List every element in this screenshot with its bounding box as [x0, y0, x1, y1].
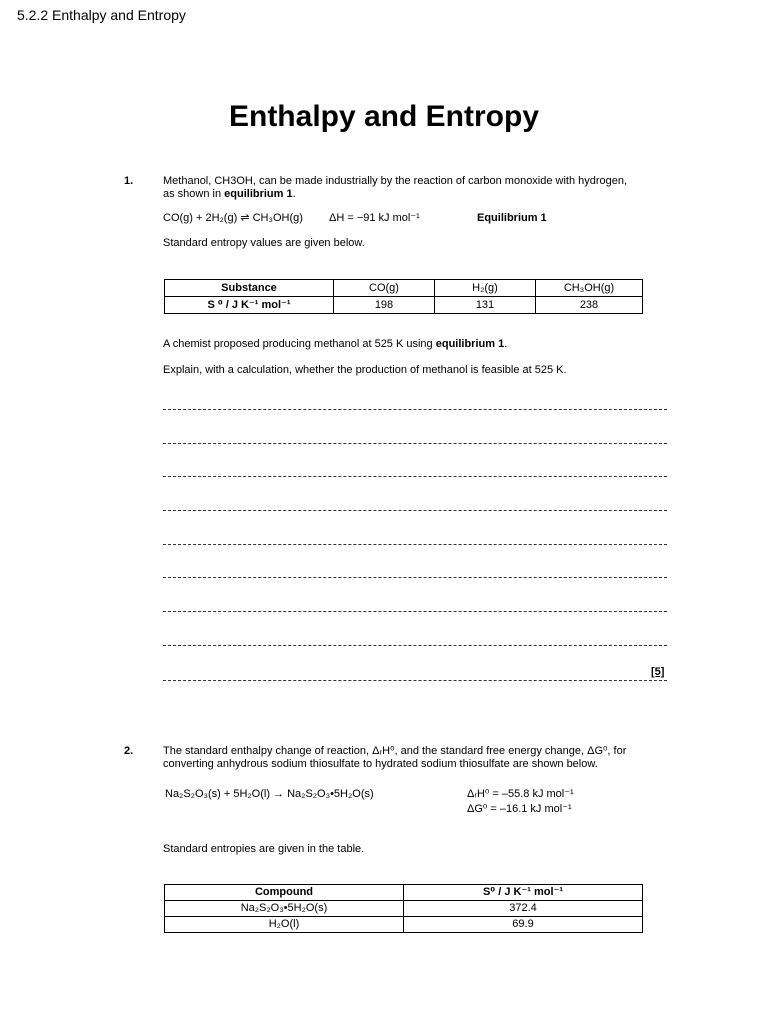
- table-cell: 69.9: [404, 917, 643, 933]
- answer-line[interactable]: [163, 680, 667, 681]
- question-2-intro-line-1: The standard enthalpy change of reaction, ΔᵣH⁰, and the standard free energy change, ΔG⁰, for: [163, 745, 627, 757]
- intro-bold: equilibrium 1: [224, 188, 293, 200]
- question-1-intro: [163, 175, 627, 201]
- question-2-intro-line-2: converting anhydrous sodium thiosulfate to hydrated sodium thiosulfate are shown below.: [163, 758, 598, 770]
- answer-line[interactable]: [163, 409, 667, 410]
- marks-label: [5]: [651, 666, 665, 678]
- table-cell: H₂O(l): [165, 917, 404, 933]
- table-cell: CH₃OH(g): [536, 280, 643, 297]
- answer-line[interactable]: [163, 645, 667, 646]
- question-1-explain: Explain, with a calculation, whether the production of methanol is feasible at 525 K.: [163, 364, 567, 376]
- proposal-end: .: [504, 338, 508, 350]
- table-row: [165, 280, 643, 297]
- question-2-entropy-intro: Standard entropies are given in the table.: [163, 843, 365, 855]
- table-cell: Na₂S₂O₃•5H₂O(s): [165, 901, 404, 917]
- intro-end: .: [292, 188, 296, 200]
- question-2-equation: Na₂S₂O₃(s) + 5H₂O(l) → Na₂S₂O₃•5H₂O(s): [165, 788, 374, 800]
- answer-line[interactable]: [163, 544, 667, 545]
- table-cell: 372.4: [404, 901, 643, 917]
- proposal-text: A chemist proposed producing methanol at 525 K using: [163, 338, 436, 350]
- proposal-bold: equilibrium 1: [435, 338, 505, 350]
- table-cell: Compound: [165, 885, 404, 901]
- question-1-intro-line-1: Methanol, CH3OH, can be made industrially by the reaction of carbon monoxide with hydrogen,: [163, 175, 628, 187]
- question-1-intro-line-2: [163, 188, 627, 201]
- table-row: [165, 885, 643, 901]
- question-1-equilibrium-label: Equilibrium 1: [477, 212, 547, 224]
- answer-line[interactable]: [163, 510, 667, 511]
- question-1-proposal: [163, 338, 507, 351]
- table-cell: 198: [334, 297, 435, 314]
- entropy-table-1: [164, 279, 643, 314]
- question-1-number: 1.: [124, 175, 134, 187]
- question-1-entropy-intro: Standard entropy values are given below.: [163, 237, 365, 249]
- breadcrumb: 5.2.2 Enthalpy and Entropy: [17, 7, 186, 23]
- table-cell: CO(g): [334, 280, 435, 297]
- intro-text: as shown in: [163, 188, 225, 200]
- table-cell: 131: [435, 297, 536, 314]
- table-cell: 238: [536, 297, 643, 314]
- question-1-equation: CO(g) + 2H₂(g) ⇌ CH₃OH(g): [163, 212, 303, 224]
- table-cell: S ⁰ / J K⁻¹ mol⁻¹: [165, 297, 334, 314]
- answer-line[interactable]: [163, 577, 667, 578]
- page-title: Enthalpy and Entropy: [228, 100, 540, 133]
- question-2-delta-g: ΔG⁰ = –16.1 kJ mol⁻¹: [467, 803, 572, 815]
- question-2-delta-h: ΔᵣH⁰ = –55.8 kJ mol⁻¹: [467, 788, 574, 800]
- table-row: [165, 297, 643, 314]
- table-row: [165, 917, 643, 933]
- question-2-intro: [163, 745, 626, 771]
- answer-line[interactable]: [163, 476, 667, 477]
- question-2-number: 2.: [124, 745, 134, 757]
- answer-line[interactable]: [163, 611, 667, 612]
- table-cell: H₂(g): [435, 280, 536, 297]
- question-1-delta-h: ΔH = −91 kJ mol⁻¹: [329, 212, 420, 224]
- table-cell: S⁰ / J K⁻¹ mol⁻¹: [404, 885, 643, 901]
- table-row: [165, 901, 643, 917]
- answer-line[interactable]: [163, 443, 667, 444]
- table-cell: Substance: [165, 280, 334, 297]
- entropy-table-2: [164, 884, 643, 933]
